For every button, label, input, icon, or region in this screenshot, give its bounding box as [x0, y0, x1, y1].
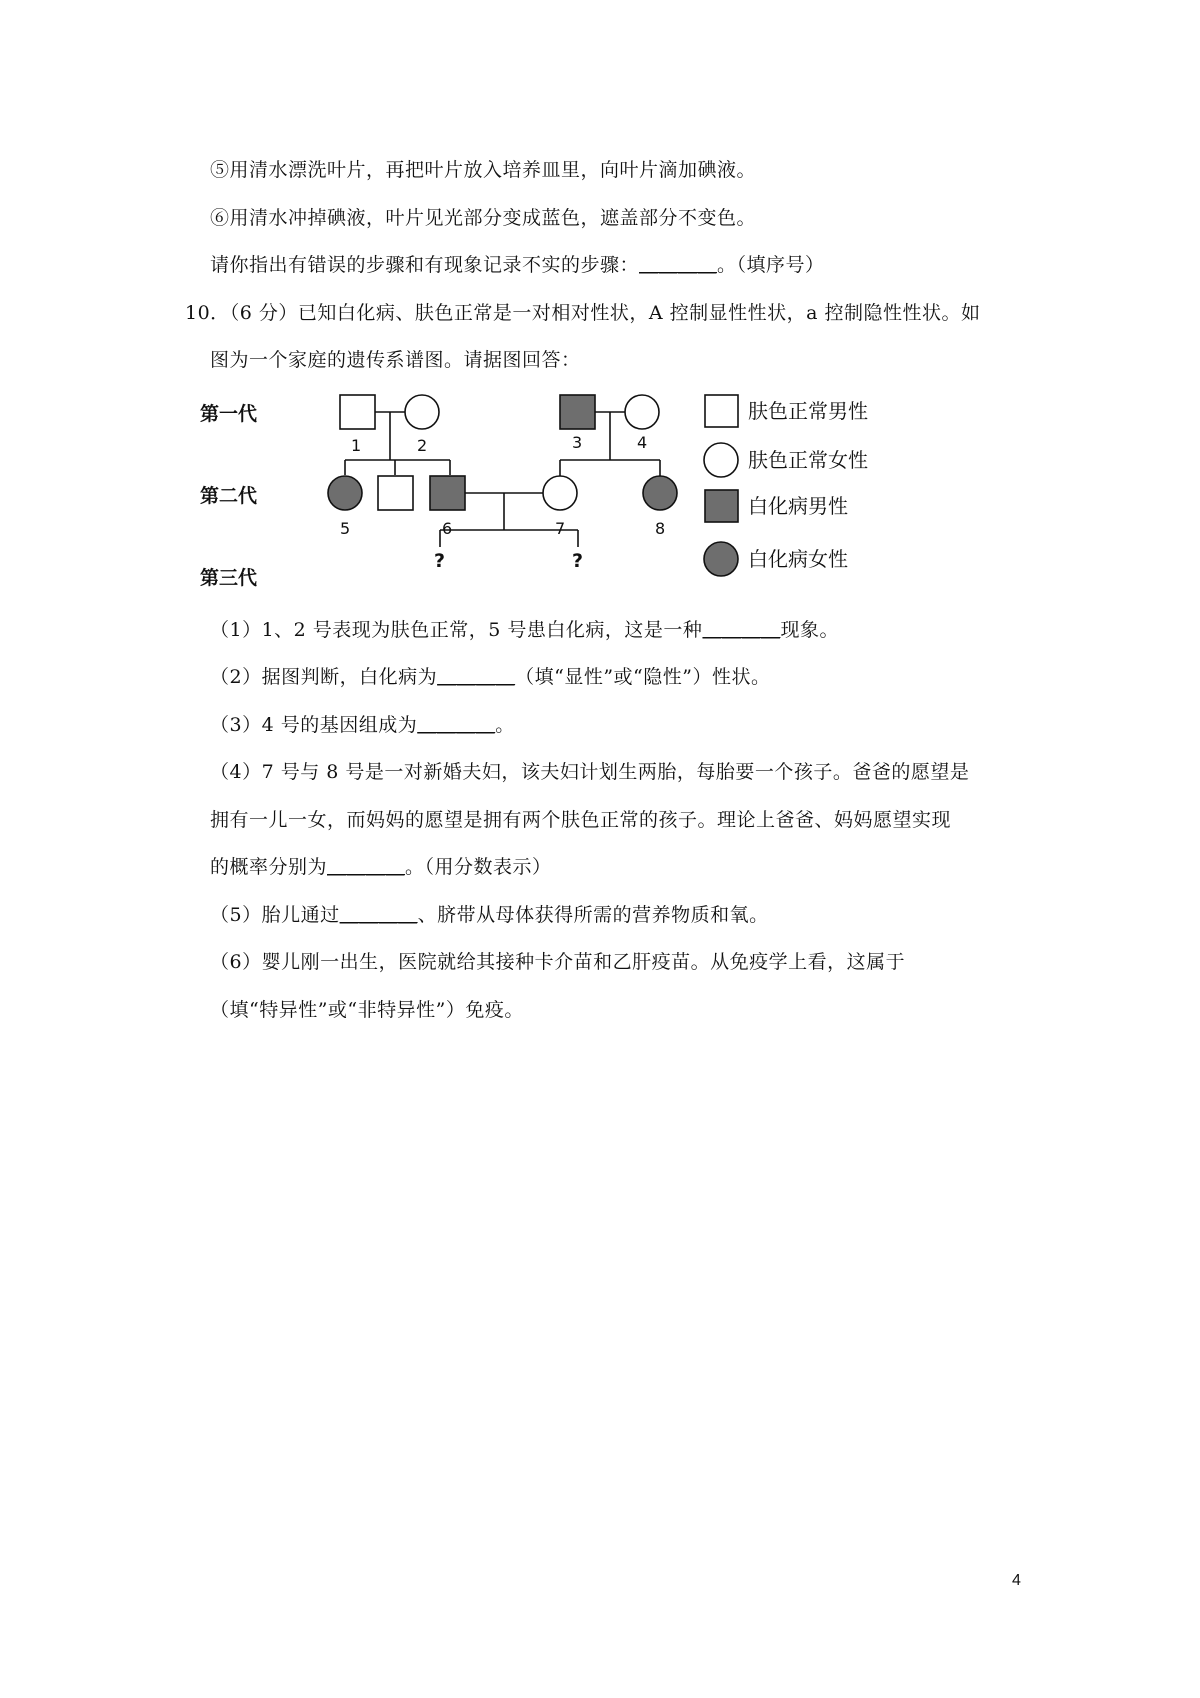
question-10-line1	[185, 298, 980, 328]
sub-question-4-line1: （4）7 号与 8 号是一对新婚夫妇，该夫妇计划生两胎，每胎要一个孩子。爸爸的愿望是	[210, 761, 970, 783]
sub5-text: （5）胎儿通过	[210, 904, 340, 926]
legend-label: 肤色正常女性	[748, 448, 868, 472]
answer-blank[interactable]: ＿＿＿＿	[639, 254, 718, 276]
sub-question-4-line2: 拥有一儿一女，而妈妈的愿望是拥有两个肤色正常的孩子。理论上爸爸、妈妈愿望实现	[210, 809, 952, 831]
sub-question-6-line1: （6）婴儿刚一出生，医院就给其接种卡介苗和乙肝疫苗。从免疫学上看，这属于	[210, 951, 906, 973]
sub-question-3	[210, 710, 515, 740]
q9-prompt-text: 请你指出有错误的步骤和有现象记录不实的步骤：	[210, 254, 640, 276]
q9-prompt-tail: 。（填序号）	[717, 254, 825, 276]
sub1-text: （1）1、2 号表现为肤色正常，5 号患白化病，这是一种	[210, 619, 703, 641]
answer-blank[interactable]: ＿＿＿＿	[327, 856, 406, 878]
individual-8	[643, 476, 677, 510]
sub-question-5	[210, 900, 769, 930]
sub5-tail: 、脐带从母体获得所需的营养物质和氧。	[417, 904, 769, 926]
sub-question-6-line2: （填“特异性”或“非特异性”）免疫。	[210, 999, 524, 1021]
legend-normal-female-icon	[704, 443, 738, 477]
individual-3	[560, 395, 595, 429]
unknown-child: ?	[572, 550, 584, 572]
pedigree-chart	[200, 385, 880, 600]
individual-2	[405, 395, 439, 429]
answer-blank[interactable]: ＿＿＿＿	[437, 666, 516, 688]
question-10-intro: （6 分）已知白化病、肤色正常是一对相对性状，A 控制显性性状，a 控制隐性性状。如	[229, 302, 981, 324]
question-9-prompt	[210, 250, 825, 280]
sub1-tail: 现象。	[780, 619, 839, 641]
individual-number: 1	[351, 436, 362, 455]
sub2-text: （2）据图判断，白化病为	[210, 666, 438, 688]
page-number: 4	[1012, 1572, 1021, 1589]
question-10-line2: 图为一个家庭的遗传系谱图。请据图回答：	[210, 349, 581, 371]
sub4-text: 的概率分别为	[210, 856, 328, 878]
individual-1	[340, 395, 375, 429]
sub3-text: （3）4 号的基因组成为	[210, 714, 418, 736]
step-5-text: ⑤用清水漂洗叶片，再把叶片放入培养皿里，向叶片滴加碘液。	[210, 159, 757, 181]
answer-blank[interactable]: ＿＿＿＿	[417, 714, 496, 736]
individual-7	[543, 476, 577, 510]
sub2-tail: （填“显性”或“隐性”）性状。	[515, 666, 771, 688]
step-6-text: ⑥用清水冲掉碘液，叶片见光部分变成蓝色，遮盖部分不变色。	[210, 207, 757, 229]
individual-number: 7	[555, 519, 566, 538]
generation-label: 第二代	[200, 485, 258, 507]
individual-number: 5	[340, 519, 351, 538]
sub-question-4-line3	[210, 852, 552, 882]
answer-blank[interactable]: ＿＿＿＿	[339, 904, 418, 926]
legend-albino-female-icon	[704, 542, 738, 576]
generation-label: 第三代	[200, 567, 258, 589]
legend-label: 白化病男性	[748, 494, 848, 518]
individual-number: 3	[572, 433, 583, 452]
individual-number: 8	[655, 519, 666, 538]
answer-blank[interactable]: ＿＿＿＿	[702, 619, 781, 641]
individual-number: 2	[417, 436, 428, 455]
sub-question-1	[210, 615, 839, 645]
individual-number: 6	[442, 519, 453, 538]
generation-label: 第一代	[200, 403, 258, 425]
individual-6	[430, 476, 465, 510]
legend-label: 白化病女性	[748, 547, 848, 571]
individual-5	[328, 476, 362, 510]
sub4-tail: 。（用分数表示）	[405, 856, 552, 878]
sub3-tail: 。	[495, 714, 515, 736]
legend-albino-male-icon	[705, 490, 738, 522]
question-number: 10．	[185, 302, 230, 324]
individual-4	[625, 395, 659, 429]
individual-number: 4	[637, 433, 648, 452]
unknown-child: ?	[434, 550, 446, 572]
legend-normal-male-icon	[705, 395, 738, 427]
individual-unnumbered-son	[378, 476, 413, 510]
legend-label: 肤色正常男性	[748, 399, 868, 423]
sub-question-2	[210, 662, 770, 692]
